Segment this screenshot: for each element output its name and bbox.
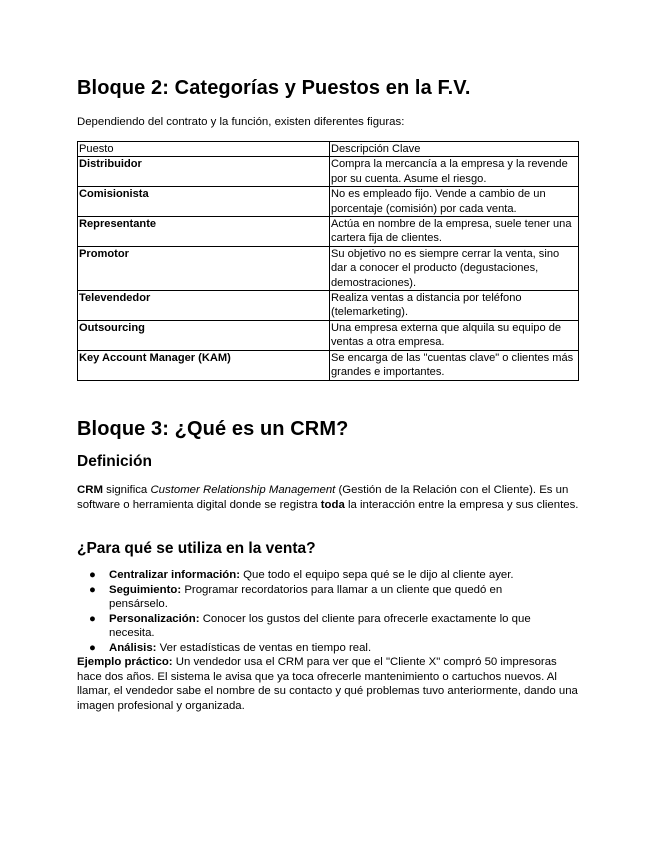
- puesto-cell: Televendedor: [78, 291, 330, 321]
- bullet-icon: ●: [89, 641, 96, 654]
- list-item: [77, 612, 557, 641]
- table-row: [78, 320, 579, 350]
- usos-list: [77, 568, 557, 656]
- bloque-2-title: Bloque 2: Categorías y Puestos en la F.V.: [77, 77, 471, 99]
- descripcion-cell: Actúa en nombre de la empresa, suele tener una cartera fija de clientes.: [330, 217, 579, 247]
- uso-heading: ¿Para qué se utiliza en la venta?: [77, 540, 316, 557]
- puestos-table: [77, 141, 579, 381]
- definicion-paragraph: [77, 483, 582, 512]
- descripcion-cell: Su objetivo no es siempre cerrar la venta, sino dar a conocer el producto (degustaciones, demostraciones).: [330, 246, 579, 290]
- descripcion-cell: Una empresa externa que alquila su equipo de ventas a otra empresa.: [330, 320, 579, 350]
- table-row: [78, 350, 579, 380]
- definicion-text-3: la interacción entre la empresa y sus clientes.: [344, 498, 579, 511]
- puesto-cell: Key Account Manager (KAM): [78, 350, 330, 380]
- puesto-cell: Outsourcing: [78, 320, 330, 350]
- bullet-icon: ●: [89, 583, 96, 596]
- ejemplo-paragraph: [77, 655, 582, 713]
- header-puesto: Puesto: [78, 142, 330, 157]
- puesto-cell: Representante: [78, 217, 330, 247]
- table-row: [78, 291, 579, 321]
- table-row: [78, 246, 579, 290]
- list-item-text: Programar recordatorios para llamar a un cliente que quedó en pensárselo.: [109, 583, 503, 611]
- list-item-text: Que todo el equipo sepa qué se le dijo al cliente ayer.: [240, 569, 514, 581]
- ejemplo-label: Ejemplo práctico:: [77, 656, 173, 668]
- bullet-icon: ●: [89, 569, 96, 581]
- descripcion-cell: Se encarga de las "cuentas clave" o clientes más grandes e importantes.: [330, 350, 579, 380]
- puesto-cell: Promotor: [78, 246, 330, 290]
- list-item: [77, 583, 557, 612]
- table-header-row: [78, 142, 579, 157]
- puesto-cell: Comisionista: [78, 187, 330, 217]
- table-row: [78, 217, 579, 247]
- table-row: [78, 157, 579, 187]
- header-descripcion: Descripción Clave: [330, 142, 579, 157]
- list-item-text: Conocer los gustos del cliente para ofrecerle exactamente lo que necesita.: [109, 612, 531, 640]
- list-item-label: Seguimiento:: [109, 583, 182, 596]
- bullet-icon: ●: [89, 612, 96, 625]
- puesto-cell: Distribuidor: [78, 157, 330, 187]
- descripcion-cell: Compra la mercancía a la empresa y la revende por su cuenta. Asume el riesgo.: [330, 157, 579, 187]
- bloque-3-title: Bloque 3: ¿Qué es un CRM?: [77, 418, 349, 440]
- toda-emphasis: toda: [320, 498, 345, 511]
- bloque-2-intro: Dependiendo del contrato y la función, existen diferentes figuras:: [77, 116, 405, 128]
- list-item-label: Centralizar información:: [109, 569, 241, 581]
- crm-term: CRM: [77, 484, 103, 496]
- table-row: [78, 187, 579, 217]
- list-item-label: Análisis:: [109, 641, 157, 654]
- definicion-heading: Definición: [77, 453, 152, 470]
- list-item: [77, 641, 557, 656]
- list-item-label: Personalización:: [109, 612, 200, 625]
- ejemplo-text: Un vendedor usa el CRM para ver que el "Cliente X" compró 50 impresoras hace dos años. El sistema le avisa que ya toca ofrecerle mantenimiento o cartuchos nuevos. Al llamar, el vendedor sabe el nombre de su contacto y qué problemas tuvo anteriormente, dando una imagen profesional y organizada.: [77, 656, 578, 712]
- definicion-text-1: significa: [102, 484, 151, 496]
- descripcion-cell: No es empleado fijo. Vende a cambio de un porcentaje (comisión) por cada venta.: [330, 187, 579, 217]
- list-item: [77, 568, 557, 583]
- definicion-text-2: (Gestión de la Relación con el Cliente). Es un software o herramienta digital donde se registra: [77, 484, 569, 511]
- descripcion-cell: Realiza ventas a distancia por teléfono (telemarketing).: [330, 291, 579, 321]
- crm-expansion: Customer Relationship Management: [150, 484, 336, 496]
- list-item-text: Ver estadísticas de ventas en tiempo real.: [156, 641, 372, 654]
